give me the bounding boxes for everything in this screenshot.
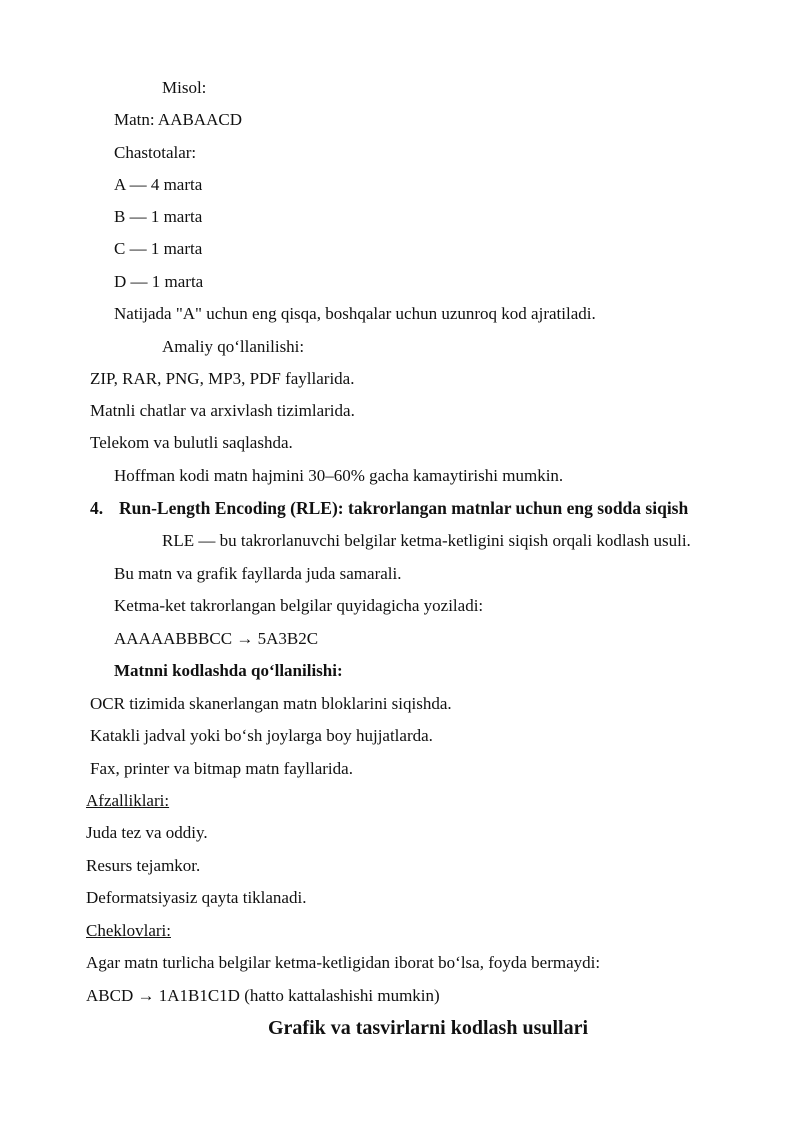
limitation-item: ABCD → 1A1B1C1D (hatto kattalashishi mumkin) (86, 986, 440, 1005)
rle-usage-item: Fax, printer va bitmap matn fayllarida. (90, 759, 353, 778)
example-heading: Misol: (162, 78, 207, 97)
application-item: Telekom va bulutli saqlashda. (90, 433, 293, 452)
advantage-item: Resurs tejamkor. (86, 856, 201, 875)
example-result: Natijada "A" uchun eng qisqa, boshqalar uchun uzunroq kod ajratiladi. (114, 304, 596, 323)
frequency-item: C — 1 marta (114, 239, 203, 258)
next-section-title: Grafik va tasvirlarni kodlash usullari (267, 1017, 589, 1039)
application-heading: Amaliy qo‘llanilishi: (162, 337, 305, 356)
rle-usage-item: Katakli jadval yoki bo‘sh joylarga boy hujjatlarda. (90, 726, 433, 745)
frequency-item: D — 1 marta (114, 272, 204, 291)
section-number: 4. (90, 498, 104, 518)
limitation-item: Agar matn turlicha belgilar ketma-ketligidan iborat bo‘lsa, foyda bermaydi: (86, 953, 601, 972)
rle-example: AAAAABBBCC → 5A3B2C (114, 629, 319, 648)
application-item: Matnli chatlar va arxivlash tizimlarida. (90, 401, 355, 420)
rle-section-heading: Run-Length Encoding (RLE): takrorlangan matnlar uchun eng sodda siqish (119, 498, 689, 518)
compression-note: Hoffman kodi matn hajmini 30–60% gacha kamaytirishi mumkin. (114, 466, 564, 485)
example-text-line: Matn: AABAACD (114, 110, 242, 129)
rle-usage-item: OCR tizimida skanerlangan matn bloklarini siqishda. (90, 694, 452, 713)
frequencies-label: Chastotalar: (114, 143, 197, 162)
advantage-item: Juda tez va oddiy. (86, 823, 208, 842)
rle-efficiency: Bu matn va grafik fayllarda juda samarali. (114, 564, 402, 583)
frequency-item: A — 4 marta (114, 175, 203, 194)
limitations-heading: Cheklovlari: (86, 921, 171, 940)
application-item: ZIP, RAR, PNG, MP3, PDF fayllarida. (90, 369, 355, 388)
frequency-item: B — 1 marta (114, 207, 203, 226)
rle-usage-heading: Matnni kodlashda qo‘llanilishi: (114, 661, 343, 680)
advantages-heading: Afzalliklari: (86, 791, 170, 810)
rle-definition: RLE — bu takrorlanuvchi belgilar ketma-ketligini siqish orqali kodlash usuli. (162, 531, 691, 550)
advantage-item: Deformatsiyasiz qayta tiklanadi. (86, 888, 307, 907)
rle-intro: Ketma-ket takrorlangan belgilar quyidagicha yoziladi: (114, 596, 484, 615)
